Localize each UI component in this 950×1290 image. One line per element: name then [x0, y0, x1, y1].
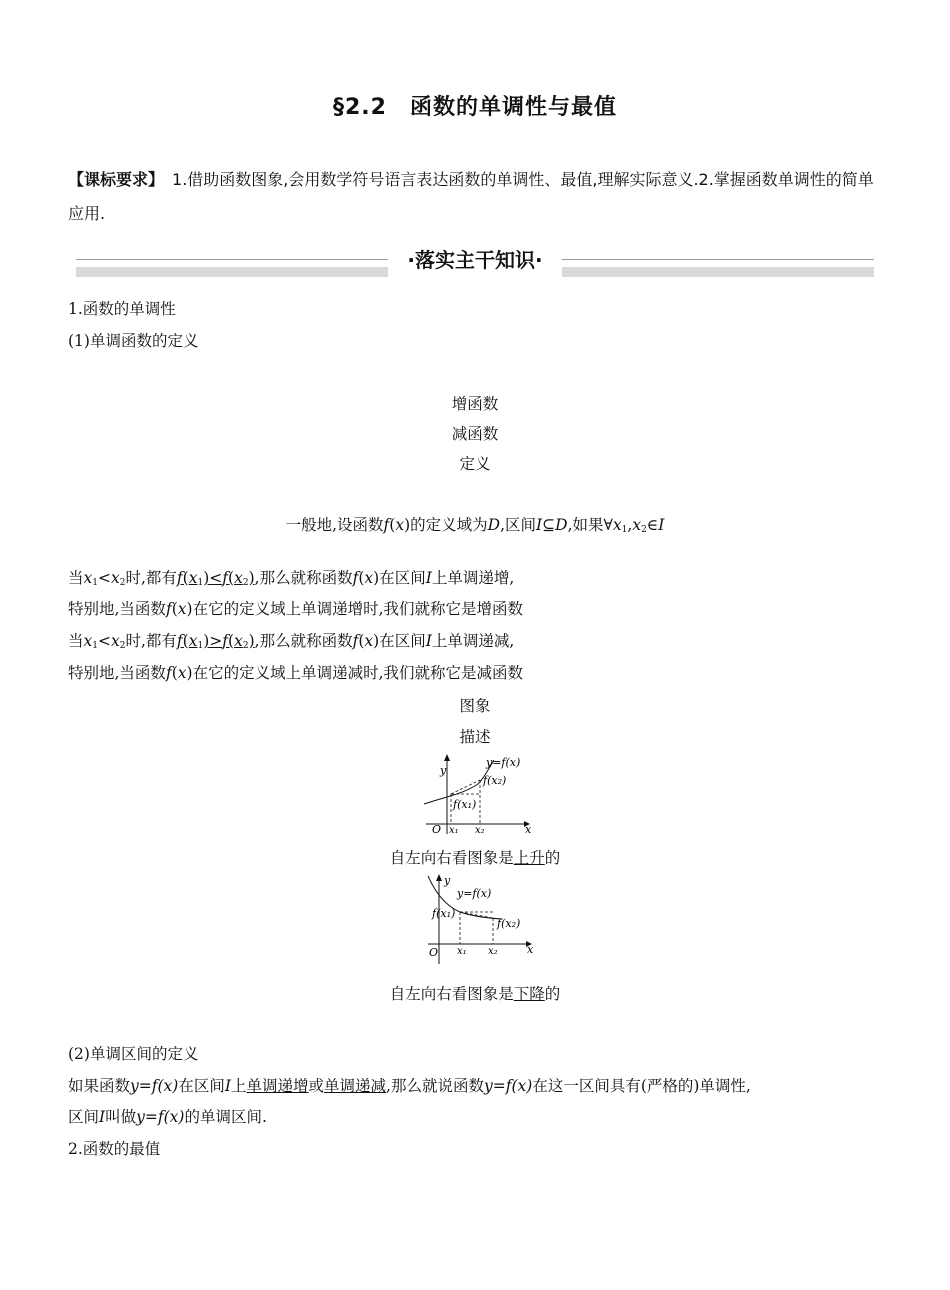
definition-statement: 一般地,设函数f(x)的定义域为D,区间I⊆D,如果$\forall x_1,x_2\in I$: [285, 516, 665, 535]
decreasing-definition: 当$x_1<x_2$时,都有$f(x_1)>f(x_2)$,那么就称函数f(x)在区间I上单调递减,: [68, 632, 515, 651]
decreasing-description: 自左向右看图象是下降的: [389, 985, 561, 1003]
table-row-description: 描述: [459, 728, 491, 746]
table-header-increasing: 增函数: [451, 395, 499, 413]
answer-decreasing-inequality: $f(x_1)>f(x_2)$: [176, 632, 255, 651]
curve-label: y=f(x): [486, 756, 521, 769]
curriculum-requirements: [68, 163, 883, 231]
x-axis-label: x: [525, 823, 532, 836]
y-axis-label: y: [444, 874, 451, 887]
x1-label: x₁: [457, 946, 467, 957]
x2-label: x₂: [488, 946, 498, 957]
table-row-graph: 图象: [459, 697, 491, 715]
subsection2-heading: (2)单调区间的定义: [68, 1045, 199, 1063]
curve-label: y=f(x): [457, 887, 492, 900]
page-title: §2.2 函数的单调性与最值: [333, 95, 617, 120]
subsection1-heading: (1)单调函数的定义: [68, 332, 199, 350]
decreasing-function-graph: [420, 872, 535, 967]
x2-label: x₂: [475, 825, 485, 836]
fx2-label: f(x₂): [497, 917, 521, 930]
answer-rising: 上升: [513, 849, 545, 867]
origin-label: O: [432, 823, 442, 836]
interval-definition-line2: 区间I叫做y=f(x)的单调区间.: [68, 1108, 267, 1126]
y-axis-arrow-icon: [436, 874, 442, 881]
requirements-text: 1.借助函数图象,会用数学符号语言表达函数的单调性、最值,理解实际意义.2.掌握函数单调性的简单应用.: [68, 170, 874, 223]
banner-label: ·落实主干知识·: [388, 245, 562, 277]
answer-monotonic-increasing: 单调递增: [246, 1077, 309, 1095]
x-axis-label: x: [527, 943, 534, 956]
answer-monotonic-decreasing: 单调递减: [324, 1077, 387, 1095]
section-banner: [76, 245, 874, 279]
secant-line: [460, 912, 493, 918]
increasing-special-case: 特别地,当函数f(x)在它的定义域上单调递增时,我们就称它是增函数: [68, 600, 523, 618]
secant-line: [451, 780, 480, 794]
answer-increasing-inequality: $f(x_1)<f(x_2)$: [176, 569, 255, 588]
requirements-tag: 【课标要求】: [68, 170, 165, 189]
table-header-decreasing: 减函数: [451, 425, 499, 443]
increasing-description: 自左向右看图象是上升的: [389, 849, 561, 867]
increasing-definition: 当$x_1<x_2$时,都有$f(x_1)<f(x_2)$,那么就称函数f(x)在区间I上单调递增,: [68, 569, 515, 588]
y-axis-arrow-icon: [444, 754, 450, 761]
fx1-label: f(x₁): [453, 798, 477, 811]
answer-falling: 下降: [513, 985, 545, 1003]
interval-definition-line1: 如果函数y=f(x)在区间I上单调递增或单调递减,那么就说函数y=f(x)在这一区间具有(严格的)单调性,: [68, 1077, 751, 1095]
fx1-label: f(x₁): [432, 907, 456, 920]
section1-heading: 1.函数的单调性: [68, 300, 176, 318]
x1-label: x₁: [449, 825, 459, 836]
fx2-label: f(x₂): [483, 774, 507, 787]
decreasing-special-case: 特别地,当函数f(x)在它的定义域上单调递减时,我们就称它是减函数: [68, 664, 523, 682]
origin-label: O: [429, 946, 439, 959]
increasing-function-graph: [418, 752, 533, 836]
table-row-definition: 定义: [459, 455, 491, 473]
section2-heading: 2.函数的最值: [68, 1140, 161, 1158]
y-axis-label: y: [440, 764, 447, 777]
